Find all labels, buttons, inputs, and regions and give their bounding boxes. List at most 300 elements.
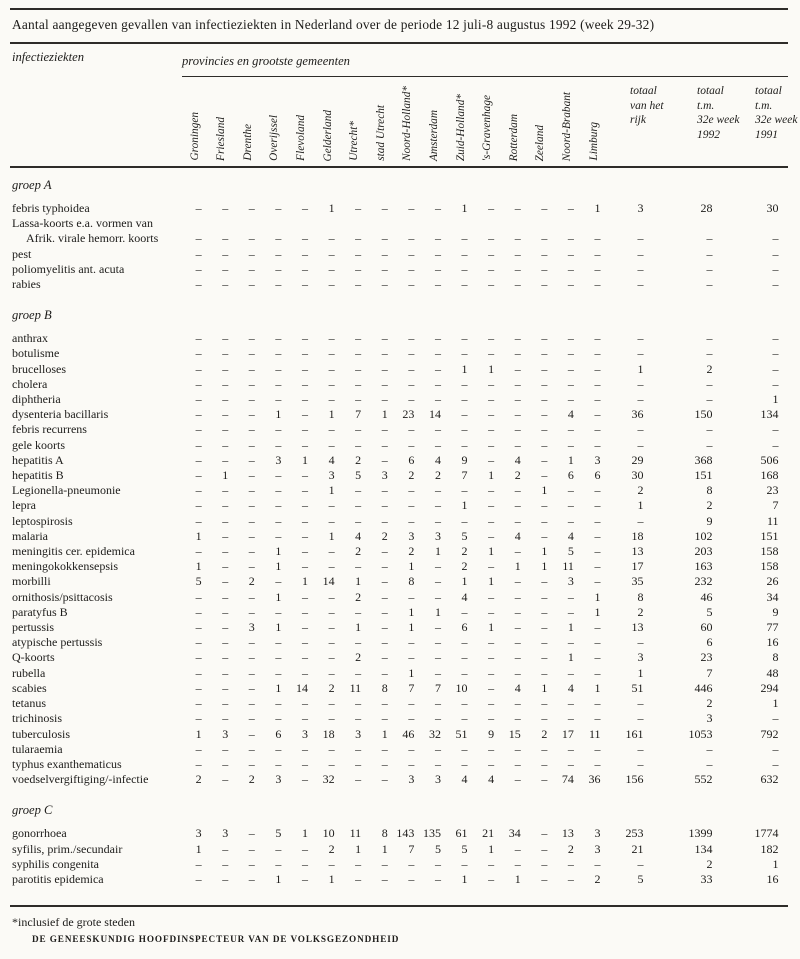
cell-value: – [488, 261, 495, 276]
cell-value: 2 [355, 544, 362, 559]
cell-value: – [248, 513, 255, 528]
total-cell-value: 8 [772, 650, 779, 665]
cell-value: 3 [222, 726, 229, 741]
cell-value: – [248, 361, 255, 376]
row-label: hepatitis B [12, 468, 64, 483]
cell-value: – [541, 574, 548, 589]
cell-value: 23 [402, 407, 415, 422]
cell-value: – [434, 665, 441, 680]
cell-value: – [434, 346, 441, 361]
total-cell-value: 1 [772, 392, 779, 407]
cell-value: 1 [488, 574, 495, 589]
cell-value: 1 [195, 841, 202, 856]
cell-value: 1 [381, 407, 388, 422]
cell-value: – [248, 680, 255, 695]
cell-value: – [488, 498, 495, 513]
total-cell-value: 1 [637, 361, 644, 376]
cell-value: 11 [588, 726, 601, 741]
cell-value: – [461, 604, 468, 619]
cell-value: – [381, 277, 388, 292]
cell-value: – [301, 483, 308, 498]
table-body [10, 178, 788, 887]
row-label: gonorrhoea [12, 826, 67, 841]
total-cell-value: 46 [700, 589, 713, 604]
table-row [10, 727, 788, 742]
cell-value: – [461, 231, 468, 246]
total-cell-value: – [637, 741, 644, 756]
cell-value: – [195, 696, 202, 711]
cell-value: – [434, 589, 441, 604]
cell-value: – [594, 231, 601, 246]
row-label: rubella [12, 665, 46, 680]
cell-value: 135 [422, 826, 441, 841]
cell-value: – [514, 422, 521, 437]
cell-value: – [514, 407, 521, 422]
cell-value: – [195, 277, 202, 292]
cell-value: – [408, 635, 415, 650]
cell-value: – [567, 231, 574, 246]
total-cell-value: – [706, 331, 713, 346]
cell-value: 3 [195, 826, 202, 841]
total-cell-value: 163 [694, 559, 713, 574]
cell-value: – [301, 277, 308, 292]
cell-value: – [222, 856, 229, 871]
column-header-cell [342, 86, 369, 161]
total-cell-value: 17 [631, 559, 644, 574]
cell-value: – [541, 528, 548, 543]
cell-value: 143 [396, 826, 415, 841]
cell-value: – [195, 407, 202, 422]
cell-value: – [461, 437, 468, 452]
total-cell-value: – [706, 346, 713, 361]
total-cell-value: 21 [631, 841, 644, 856]
total-cell-value: 552 [694, 772, 713, 787]
cell-value: – [248, 841, 255, 856]
total-cell-value: – [637, 376, 644, 391]
total-cell-value: 232 [694, 574, 713, 589]
province-headers [182, 86, 608, 161]
cell-value: 4 [461, 772, 468, 787]
cell-value: 1 [328, 528, 335, 543]
table-row [10, 201, 788, 216]
cell-value: 1 [488, 544, 495, 559]
cell-value: 1 [541, 680, 548, 695]
cell-value: – [514, 437, 521, 452]
cell-value: – [275, 201, 282, 215]
footnote-signature: DE GENEESKUNDIG HOOFDINSPECTEUR VAN DE VOLKSGEZONDHEID [32, 934, 400, 945]
cell-value: 4 [514, 680, 521, 695]
total-cell-value: 294 [760, 680, 779, 695]
cell-value: – [248, 726, 255, 741]
total-cell-value: – [706, 756, 713, 771]
total-cell-value: 2 [637, 483, 644, 498]
cell-value: 2 [408, 468, 415, 483]
total-cell-value: – [706, 231, 713, 246]
cell-value: – [567, 346, 574, 361]
cell-value: 3 [594, 826, 601, 841]
cell-value: – [594, 331, 601, 346]
cell-value: 74 [561, 772, 574, 787]
cell-value: – [567, 513, 574, 528]
table-row [10, 331, 788, 346]
cell-value: – [514, 756, 521, 771]
cell-value: 10 [322, 826, 335, 841]
total-cell-value: 156 [625, 772, 644, 787]
cell-value: – [541, 277, 548, 292]
cell-value: – [222, 604, 229, 619]
cell-value: – [301, 871, 308, 886]
cell-value: – [381, 513, 388, 528]
row-label: Q-koorts [12, 650, 55, 665]
cell-value: – [301, 468, 308, 483]
cell-value: – [488, 246, 495, 261]
cell-value: – [381, 346, 388, 361]
cell-value: – [248, 277, 255, 292]
cell-value: 1 [514, 871, 521, 886]
cell-value: – [195, 871, 202, 886]
cell-value: 3 [434, 772, 441, 787]
cell-value: 4 [355, 528, 362, 543]
total-column-header-line: 1991 [755, 128, 778, 141]
total-cell-value: 150 [694, 407, 713, 422]
cell-value: 4 [328, 452, 335, 467]
cell-value: – [222, 559, 229, 574]
total-cell-value: 2 [706, 498, 713, 513]
cell-value: – [488, 231, 495, 246]
column-header-cell [209, 86, 236, 161]
row-label: syphilis congenita [12, 856, 99, 871]
cell-value: – [381, 246, 388, 261]
bottom-rule [10, 905, 788, 907]
cell-value: – [301, 559, 308, 574]
cell-value: 8 [408, 574, 415, 589]
cell-value: – [567, 361, 574, 376]
total-cell-value: – [637, 711, 644, 726]
cell-value: – [355, 559, 362, 574]
cell-value: – [488, 680, 495, 695]
cell-value: – [248, 201, 255, 215]
cell-value: – [408, 696, 415, 711]
column-header-cell [528, 86, 555, 161]
cell-value: – [248, 635, 255, 650]
total-column-header-line: 32e week [755, 114, 798, 126]
total-cell-value: 18 [631, 528, 644, 543]
cell-value: 2 [461, 544, 468, 559]
column-header-cell [501, 86, 528, 161]
cell-value: – [408, 871, 415, 886]
cell-value: – [594, 246, 601, 261]
cell-value: 1 [434, 604, 441, 619]
cell-value: – [381, 437, 388, 452]
cell-value: 3 [275, 772, 282, 787]
cell-value: – [195, 604, 202, 619]
cell-value: – [248, 392, 255, 407]
cell-value: – [381, 452, 388, 467]
cell-value: – [222, 589, 229, 604]
total-column-header-line: t.m. [755, 99, 773, 112]
cell-value: – [328, 756, 335, 771]
cell-value: – [248, 231, 255, 246]
total-cell-value: – [706, 277, 713, 292]
total-cell-value: 102 [694, 528, 713, 543]
cell-value: – [541, 346, 548, 361]
column-header-cell [262, 86, 289, 161]
cell-value: 2 [381, 528, 388, 543]
cell-value: 8 [381, 680, 388, 695]
cell-value: – [381, 772, 388, 787]
cell-value: 4 [514, 452, 521, 467]
cell-value: – [488, 346, 495, 361]
cell-value: – [567, 261, 574, 276]
cell-value: – [222, 528, 229, 543]
cell-value: – [461, 856, 468, 871]
cell-value: – [195, 392, 202, 407]
cell-value: – [381, 741, 388, 756]
cell-value: – [434, 376, 441, 391]
total-cell-value: 2 [706, 361, 713, 376]
cell-value: 1 [355, 841, 362, 856]
cell-value: – [434, 711, 441, 726]
cell-value: 1 [275, 589, 282, 604]
total-cell-value: 253 [625, 826, 644, 841]
cell-value: – [301, 231, 308, 246]
cell-value: – [461, 650, 468, 665]
cell-value: – [195, 635, 202, 650]
total-cell-value: – [637, 261, 644, 276]
cell-value: – [408, 201, 415, 215]
cell-value: – [222, 407, 229, 422]
cell-value: – [434, 559, 441, 574]
total-cell-value: 35 [631, 574, 644, 589]
cell-value: – [594, 498, 601, 513]
cell-value: – [514, 650, 521, 665]
cell-value: – [222, 452, 229, 467]
cell-value: – [301, 589, 308, 604]
cell-value: 1 [541, 559, 548, 574]
cell-value: 1 [275, 559, 282, 574]
cell-value: – [408, 589, 415, 604]
row-label: ornithosis/psittacosis [12, 589, 113, 604]
cell-value: – [328, 498, 335, 513]
cell-value: – [195, 468, 202, 483]
table-row [10, 422, 788, 437]
cell-value: 1 [275, 544, 282, 559]
cell-value: – [275, 361, 282, 376]
cell-value: – [301, 756, 308, 771]
cell-value: 14 [295, 680, 308, 695]
cell-value: – [541, 741, 548, 756]
cell-value: – [434, 331, 441, 346]
cell-value: 32 [322, 772, 335, 787]
cell-value: – [434, 392, 441, 407]
table-row [10, 872, 788, 887]
total-cell-value: 3 [706, 711, 713, 726]
cell-value: 4 [461, 589, 468, 604]
cell-value: – [514, 841, 521, 856]
cell-value: – [461, 246, 468, 261]
cell-value: – [434, 574, 441, 589]
total-cell-value: 1 [772, 696, 779, 711]
total-cell-value: – [637, 392, 644, 407]
cell-value: – [301, 711, 308, 726]
cell-value: 2 [355, 650, 362, 665]
total-cell-value: – [772, 246, 779, 261]
cell-value: – [275, 483, 282, 498]
cell-value: – [301, 246, 308, 261]
cell-value: – [355, 346, 362, 361]
cell-value: 2 [248, 574, 255, 589]
total-cell-value: 506 [760, 452, 779, 467]
cell-value: 1 [328, 483, 335, 498]
cell-value: – [594, 392, 601, 407]
cell-value: – [408, 261, 415, 276]
cell-value: 3 [355, 726, 362, 741]
total-cell-value: 134 [694, 841, 713, 856]
row-label: dysenteria bacillaris [12, 407, 109, 422]
cell-value: – [541, 635, 548, 650]
cell-value: – [275, 756, 282, 771]
total-cell-value: 6 [706, 635, 713, 650]
total-cell-value: – [772, 331, 779, 346]
cell-value: – [301, 665, 308, 680]
cell-value: – [567, 711, 574, 726]
cell-value: – [328, 277, 335, 292]
table-row [10, 650, 788, 665]
cell-value: – [461, 277, 468, 292]
total-cell-value: 203 [694, 544, 713, 559]
cell-value: – [488, 528, 495, 543]
column-header-cell [421, 86, 448, 161]
cell-value: – [222, 741, 229, 756]
cell-value: 1 [222, 468, 229, 483]
total-cell-value: 1 [772, 856, 779, 871]
cell-value: – [594, 437, 601, 452]
cell-value: – [222, 841, 229, 856]
total-cell-value: 7 [706, 665, 713, 680]
total-cell-value: 1053 [688, 726, 713, 741]
cell-value: – [567, 483, 574, 498]
total-cell-value: 8 [706, 483, 713, 498]
cell-value: – [222, 422, 229, 437]
cell-value: 2 [328, 841, 335, 856]
total-cell-value: 16 [766, 635, 779, 650]
cell-value: – [328, 331, 335, 346]
cell-value: – [195, 620, 202, 635]
total-cell-value: – [637, 437, 644, 452]
cell-value: 2 [594, 871, 601, 886]
cell-value: – [408, 231, 415, 246]
cell-value: – [408, 856, 415, 871]
cell-value: – [381, 331, 388, 346]
cell-value: – [248, 422, 255, 437]
cell-value: – [488, 711, 495, 726]
cell-value: – [248, 544, 255, 559]
cell-value: – [514, 392, 521, 407]
table-row [10, 262, 788, 277]
total-cell-value: 30 [766, 201, 779, 215]
cell-value: – [408, 650, 415, 665]
cell-value: – [275, 856, 282, 871]
cell-value: 1 [408, 665, 415, 680]
cell-value: – [195, 437, 202, 452]
cell-value: – [195, 331, 202, 346]
cell-value: – [488, 422, 495, 437]
cell-value: – [355, 201, 362, 215]
cell-value: – [222, 277, 229, 292]
table-row [10, 483, 788, 498]
cell-value: 18 [322, 726, 335, 741]
cell-value: – [567, 392, 574, 407]
cell-value: – [381, 201, 388, 215]
total-cell-value: 2 [637, 604, 644, 619]
cell-value: – [195, 361, 202, 376]
cell-value: – [355, 665, 362, 680]
cell-value: – [408, 422, 415, 437]
cell-value: 11 [349, 680, 362, 695]
cell-value: 1 [434, 544, 441, 559]
cell-value: – [541, 452, 548, 467]
cell-value: – [222, 635, 229, 650]
cell-value: – [567, 604, 574, 619]
cell-value: – [222, 696, 229, 711]
cell-value: – [541, 696, 548, 711]
cell-value: 1 [541, 483, 548, 498]
cell-value: – [222, 331, 229, 346]
cell-value: 2 [328, 680, 335, 695]
total-cell-value: 151 [760, 528, 779, 543]
cell-value: – [222, 665, 229, 680]
row-label: Lassa-koorts e.a. vormen van [12, 216, 153, 231]
total-cell-value: 13 [631, 620, 644, 635]
cell-value: – [222, 201, 229, 215]
cell-value: – [408, 513, 415, 528]
cell-value: 4 [488, 772, 495, 787]
cell-value: 1 [461, 574, 468, 589]
cell-value: – [594, 620, 601, 635]
row-label: meningitis cer. epidemica [12, 544, 135, 559]
cell-value: 6 [275, 726, 282, 741]
cell-value: – [381, 696, 388, 711]
cell-value: – [222, 437, 229, 452]
cell-value: – [355, 331, 362, 346]
total-cell-value: 168 [760, 468, 779, 483]
cell-value: – [275, 574, 282, 589]
cell-value: – [434, 261, 441, 276]
cell-value: – [594, 696, 601, 711]
cell-value: – [248, 856, 255, 871]
row-label: hepatitis A [12, 452, 64, 467]
column-header-cell [581, 86, 608, 161]
group-label: groep C [12, 803, 53, 818]
cell-value: – [541, 246, 548, 261]
cell-value: – [514, 620, 521, 635]
cell-value: 3 [381, 468, 388, 483]
cell-value: – [541, 871, 548, 886]
cell-value: – [514, 483, 521, 498]
cell-value: – [328, 741, 335, 756]
total-cell-value: 33 [700, 871, 713, 886]
cell-value: – [408, 361, 415, 376]
cell-value: 7 [434, 680, 441, 695]
cell-value: – [381, 261, 388, 276]
table-row [10, 231, 788, 246]
cell-value: – [488, 452, 495, 467]
total-cell-value: 1399 [688, 826, 713, 841]
cell-value: – [434, 437, 441, 452]
cell-value: – [594, 422, 601, 437]
cell-value: – [275, 650, 282, 665]
cell-value: – [248, 604, 255, 619]
